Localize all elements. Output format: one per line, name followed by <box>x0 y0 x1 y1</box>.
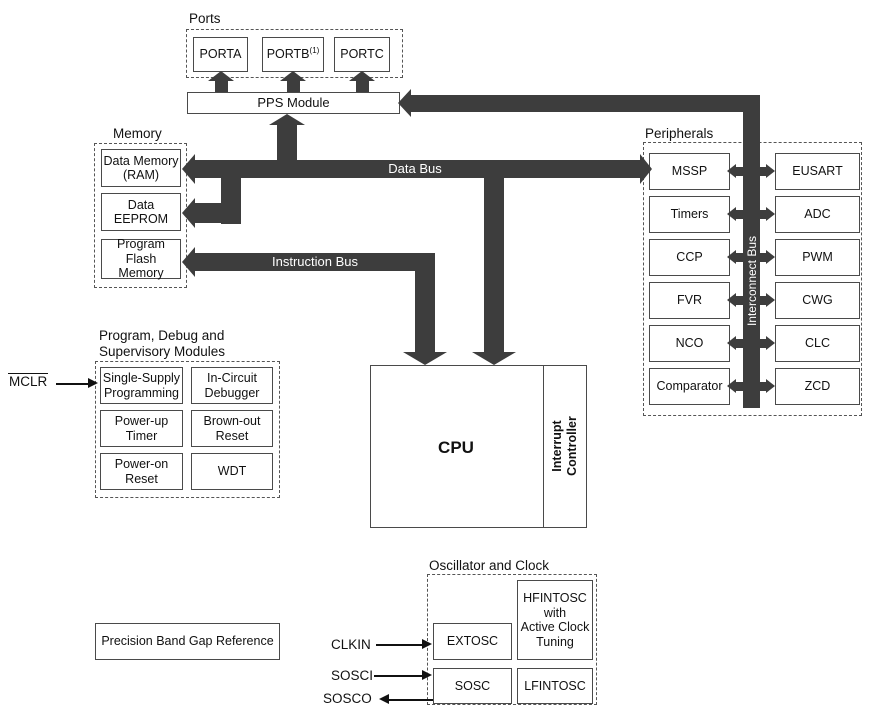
eusart-arrowhead-icon <box>766 164 775 178</box>
pwm-block <box>775 239 860 276</box>
hfintosc-line3: Active Clock <box>520 620 590 634</box>
instruction-bus-to-cpu-arrowhead-icon <box>403 352 447 365</box>
interconnect-bus-label: Interconnect Bus <box>745 235 759 327</box>
power-on-reset-block <box>100 453 183 490</box>
sosco-arrowhead-icon <box>379 694 389 704</box>
cpu-interrupt-divider <box>543 366 544 527</box>
timers-adc-arrow-shaft <box>736 210 766 219</box>
interrupt-label-line1: Interrupt <box>550 420 564 472</box>
debug-section-title-line1: Program, Debug and <box>99 328 225 343</box>
interrupt-controller-label <box>550 386 580 506</box>
in-circuit-debugger-block <box>191 367 273 404</box>
zcd-block <box>775 368 860 405</box>
pwm-label: PWM <box>802 250 833 265</box>
ccp-block <box>649 239 730 276</box>
ram-label-line1: Data Memory <box>103 153 179 168</box>
sosci-arrowhead-icon <box>422 670 432 680</box>
bor-line2: Reset <box>215 428 249 443</box>
extosc-label: EXTOSC <box>446 634 499 649</box>
clkin-pin-label: CLKIN <box>331 637 371 652</box>
comparator-zcd-arrow-shaft <box>736 382 766 391</box>
adc-label: ADC <box>804 207 831 222</box>
porta-block <box>193 37 248 72</box>
portb-footnote: (1) <box>309 46 320 56</box>
pwrt-line1: Power-up <box>114 414 169 428</box>
comparator-block <box>649 368 730 405</box>
icd-line1: In-Circuit <box>206 371 257 385</box>
fvr-label: FVR <box>677 293 702 308</box>
nco-block <box>649 325 730 362</box>
sosci-pin-label: SOSCI <box>331 668 374 683</box>
timers-block <box>649 196 730 233</box>
pps-module-block <box>187 92 400 114</box>
data-bus-to-ram-arrowhead-icon <box>182 154 195 184</box>
data-memory-ram-block <box>101 149 181 187</box>
fvr-block <box>649 282 730 319</box>
comparator-arrowhead-icon <box>727 379 736 393</box>
cwg-arrowhead-icon <box>766 293 775 307</box>
portc-block <box>334 37 390 72</box>
pps-bus-arrowhead-icon <box>398 89 411 117</box>
bor-line1: Brown-out <box>203 414 261 428</box>
hfintosc-line1: HFINTOSC <box>523 591 587 605</box>
clc-block <box>775 325 860 362</box>
mssp-label: MSSP <box>671 164 708 179</box>
sosc-block <box>433 668 512 704</box>
nco-label: NCO <box>675 336 704 351</box>
debug-section-title-line2: Supervisory Modules <box>99 344 226 359</box>
por-line1: Power-on <box>114 457 169 471</box>
clc-label: CLC <box>804 336 830 351</box>
nco-arrowhead-icon <box>727 336 736 350</box>
sosco-arrow-line <box>389 699 433 701</box>
power-up-timer-block <box>100 410 183 447</box>
lfintosc-label: LFINTOSC <box>524 678 586 693</box>
cpu-label: CPU <box>438 438 474 457</box>
portc-label: PORTC <box>340 47 384 62</box>
flash-label-line1: Program <box>117 237 165 252</box>
sosci-arrow-line <box>374 675 422 677</box>
data-bus-to-eeprom-arrowhead-icon <box>182 198 195 228</box>
extosc-block <box>433 623 512 660</box>
ccp-arrowhead-icon <box>727 250 736 264</box>
timers-label: Timers <box>670 207 709 222</box>
zcd-label: ZCD <box>804 379 831 394</box>
instruction-bus-to-cpu-shaft <box>415 271 435 352</box>
interrupt-label-line2: Controller <box>565 416 579 476</box>
fvr-arrowhead-icon <box>727 293 736 307</box>
ports-section-title: Ports <box>189 11 221 26</box>
brown-out-reset-block <box>191 410 273 447</box>
wdt-block <box>191 453 273 490</box>
timers-arrowhead-icon <box>727 207 736 221</box>
pps-to-portc-arrowhead-icon <box>349 71 375 81</box>
pps-to-portb-arrow-shaft <box>287 80 300 92</box>
pwm-arrowhead-icon <box>766 250 775 264</box>
mclr-arrow-line <box>56 383 88 385</box>
data-bus-to-pps-arrowhead-icon <box>269 114 305 125</box>
icd-line2: Debugger <box>204 385 260 400</box>
band-gap-reference-block <box>95 623 280 660</box>
mssp-block <box>649 153 730 190</box>
adc-arrowhead-icon <box>766 207 775 221</box>
clkin-arrowhead-icon <box>422 639 432 649</box>
pps-to-porta-arrowhead-icon <box>208 71 234 81</box>
zcd-arrowhead-icon <box>766 379 775 393</box>
clc-arrowhead-icon <box>766 336 775 350</box>
cwg-block <box>775 282 860 319</box>
eeprom-label-line1: Data <box>127 197 155 212</box>
eusart-block <box>775 153 860 190</box>
oscillator-section-title: Oscillator and Clock <box>429 558 550 573</box>
adc-block <box>775 196 860 233</box>
flash-label-line2: Flash Memory <box>118 251 164 281</box>
mclr-pin-label: MCLR <box>9 374 48 389</box>
porta-label: PORTA <box>199 47 242 62</box>
sosc-label: SOSC <box>454 678 491 693</box>
data-bus-to-eeprom-horizontal <box>194 203 241 223</box>
data-bus-to-pps-shaft <box>277 125 297 160</box>
data-bus-to-cpu-arrowhead-icon <box>472 352 516 365</box>
pps-to-porta-arrow-shaft <box>215 80 228 92</box>
lfintosc-block <box>517 668 593 704</box>
ssp-line1: Single-Supply <box>102 371 181 385</box>
mclr-arrowhead-icon <box>88 378 98 388</box>
instruction-bus-label: Instruction Bus <box>272 254 358 269</box>
portb-label: PORTB <box>266 47 310 62</box>
clkin-arrow-line <box>376 644 422 646</box>
band-gap-reference-label: Precision Band Gap Reference <box>101 634 274 649</box>
pps-module-label: PPS Module <box>257 94 330 110</box>
wdt-label: WDT <box>217 464 247 479</box>
data-bus-to-peripherals-arrowhead-icon <box>640 154 652 184</box>
pwrt-line2: Timer <box>125 428 158 443</box>
hfintosc-line2: with <box>543 605 567 620</box>
interconnect-to-pps-bar <box>410 95 760 112</box>
comparator-label: Comparator <box>656 379 723 394</box>
hfintosc-line4: Tuning <box>536 634 574 649</box>
pps-to-portc-arrow-shaft <box>356 80 369 92</box>
sosco-pin-label: SOSCO <box>323 691 372 706</box>
data-eeprom-block <box>101 193 181 231</box>
peripherals-section-title: Peripherals <box>645 126 714 141</box>
data-bus-label: Data Bus <box>388 161 442 176</box>
eusart-label: EUSART <box>792 164 843 179</box>
ssp-line2: Programming <box>103 385 179 400</box>
hfintosc-block <box>517 580 593 660</box>
single-supply-programming-block <box>100 367 183 404</box>
ccp-label: CCP <box>676 250 703 265</box>
memory-section-title: Memory <box>113 126 162 141</box>
program-flash-memory-block <box>101 239 181 279</box>
por-line2: Reset <box>125 471 158 486</box>
pps-to-portb-arrowhead-icon <box>280 71 306 81</box>
instruction-bus-to-flash-arrowhead-icon <box>182 247 195 277</box>
data-bus-to-cpu-shaft <box>484 178 504 352</box>
cwg-label: CWG <box>802 293 833 308</box>
mssp-eusart-arrow-shaft <box>736 167 766 176</box>
ram-label-line2: (RAM) <box>122 168 160 182</box>
eeprom-label-line2: EEPROM <box>113 212 169 226</box>
mssp-arrowhead-icon <box>727 164 736 178</box>
portb-block <box>262 37 324 72</box>
